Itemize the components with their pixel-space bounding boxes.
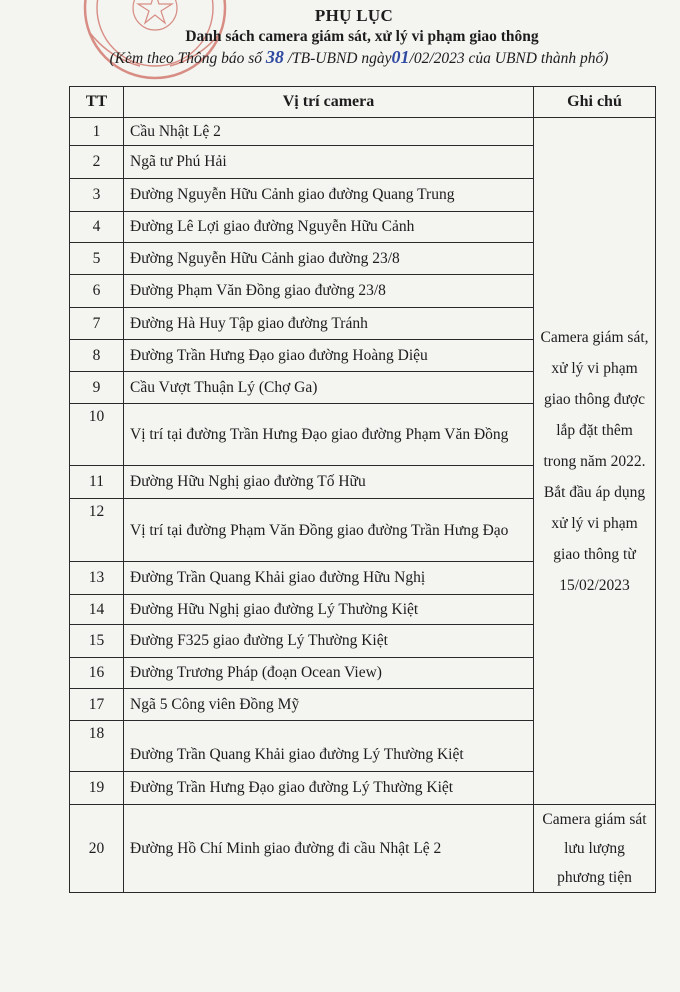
- row-location: Đường Hữu Nghị giao đường Lý Thường Kiệt: [124, 595, 534, 625]
- header-tt: TT: [70, 87, 124, 118]
- row-location: Đường Trần Hưng Đạo giao đường Hoàng Diệu: [124, 340, 534, 372]
- header-note: Ghi chú: [534, 87, 656, 118]
- document-subtitle: Danh sách camera giám sát, xử lý vi phạm giao thông: [185, 28, 539, 45]
- row-location: Ngã tư Phú Hải: [124, 146, 534, 179]
- row-location: Đường Nguyễn Hữu Cảnh giao đường 23/8: [124, 243, 534, 275]
- row-location: Đường Hữu Nghị giao đường Tố Hữu: [124, 466, 534, 499]
- row-number: 17: [70, 689, 124, 721]
- row-location: Vị trí tại đường Trần Hưng Đạo giao đường Phạm Văn Đồng: [124, 404, 534, 466]
- row-number: 20: [70, 805, 124, 893]
- row-number: 9: [70, 372, 124, 404]
- handwritten-day: 01: [391, 47, 410, 67]
- camera-table: [69, 86, 656, 893]
- row-location: Đường Lê Lợi giao đường Nguyễn Hữu Cảnh: [124, 212, 534, 243]
- ref-prefix: (Kèm theo Thông báo số: [109, 50, 262, 67]
- ref-middle: /TB-UBND ngày: [287, 50, 392, 67]
- row-location: Vị trí tại đường Phạm Văn Đồng giao đường Trần Hưng Đạo: [124, 499, 534, 562]
- row-location: Đường Trương Pháp (đoạn Ocean View): [124, 658, 534, 689]
- row-number: 7: [70, 308, 124, 340]
- row-location: Đường Phạm Văn Đồng giao đường 23/8: [124, 275, 534, 308]
- row-number: 19: [70, 772, 124, 805]
- row-number: 5: [70, 243, 124, 275]
- row-location: Đường Hà Huy Tập giao đường Tránh: [124, 308, 534, 340]
- ref-suffix: /02/2023 của UBND thành phố): [409, 50, 609, 67]
- row-number: 14: [70, 595, 124, 625]
- table-row: [70, 118, 656, 146]
- table-row: [70, 805, 656, 893]
- document-reference: [38, 47, 680, 68]
- row-number: 2: [70, 146, 124, 179]
- row-location: Đường Trần Quang Khải giao đường Lý Thường Kiệt: [124, 721, 534, 772]
- row-number: 1: [70, 118, 124, 146]
- row-number: 12: [70, 499, 124, 562]
- row-number: 16: [70, 658, 124, 689]
- document-title: PHỤ LỤC: [314, 6, 394, 25]
- row-location: Đường Hồ Chí Minh giao đường đi cầu Nhật Lệ 2: [124, 805, 534, 893]
- row-location: Đường F325 giao đường Lý Thường Kiệt: [124, 625, 534, 658]
- row-number: 13: [70, 562, 124, 595]
- document-header: [0, 6, 680, 68]
- header-location: Vị trí camera: [124, 87, 534, 118]
- row-number: 11: [70, 466, 124, 499]
- row-number: 8: [70, 340, 124, 372]
- row-number: 6: [70, 275, 124, 308]
- row-number: 3: [70, 179, 124, 212]
- handwritten-number: 38: [265, 47, 284, 67]
- row-location: Đường Nguyễn Hữu Cảnh giao đường Quang Trung: [124, 179, 534, 212]
- row-number: 18: [70, 721, 124, 772]
- row-number: 10: [70, 404, 124, 466]
- note-cell-group2: Camera giám sát lưu lượng phương tiện: [534, 805, 656, 893]
- row-number: 4: [70, 212, 124, 243]
- row-location: Cầu Vượt Thuận Lý (Chợ Ga): [124, 372, 534, 404]
- row-location: Cầu Nhật Lệ 2: [124, 118, 534, 146]
- table-header-row: [70, 87, 656, 118]
- note-cell-group1: Camera giám sát, xử lý vi phạm giao thông được lắp đặt thêm trong năm 2022. Bắt đầu áp dụng xử lý vi phạm giao thông từ 15/02/2023: [534, 118, 656, 805]
- row-number: 15: [70, 625, 124, 658]
- row-location: Đường Trần Hưng Đạo giao đường Lý Thường Kiệt: [124, 772, 534, 805]
- row-location: Đường Trần Quang Khải giao đường Hữu Nghị: [124, 562, 534, 595]
- row-location: Ngã 5 Công viên Đồng Mỹ: [124, 689, 534, 721]
